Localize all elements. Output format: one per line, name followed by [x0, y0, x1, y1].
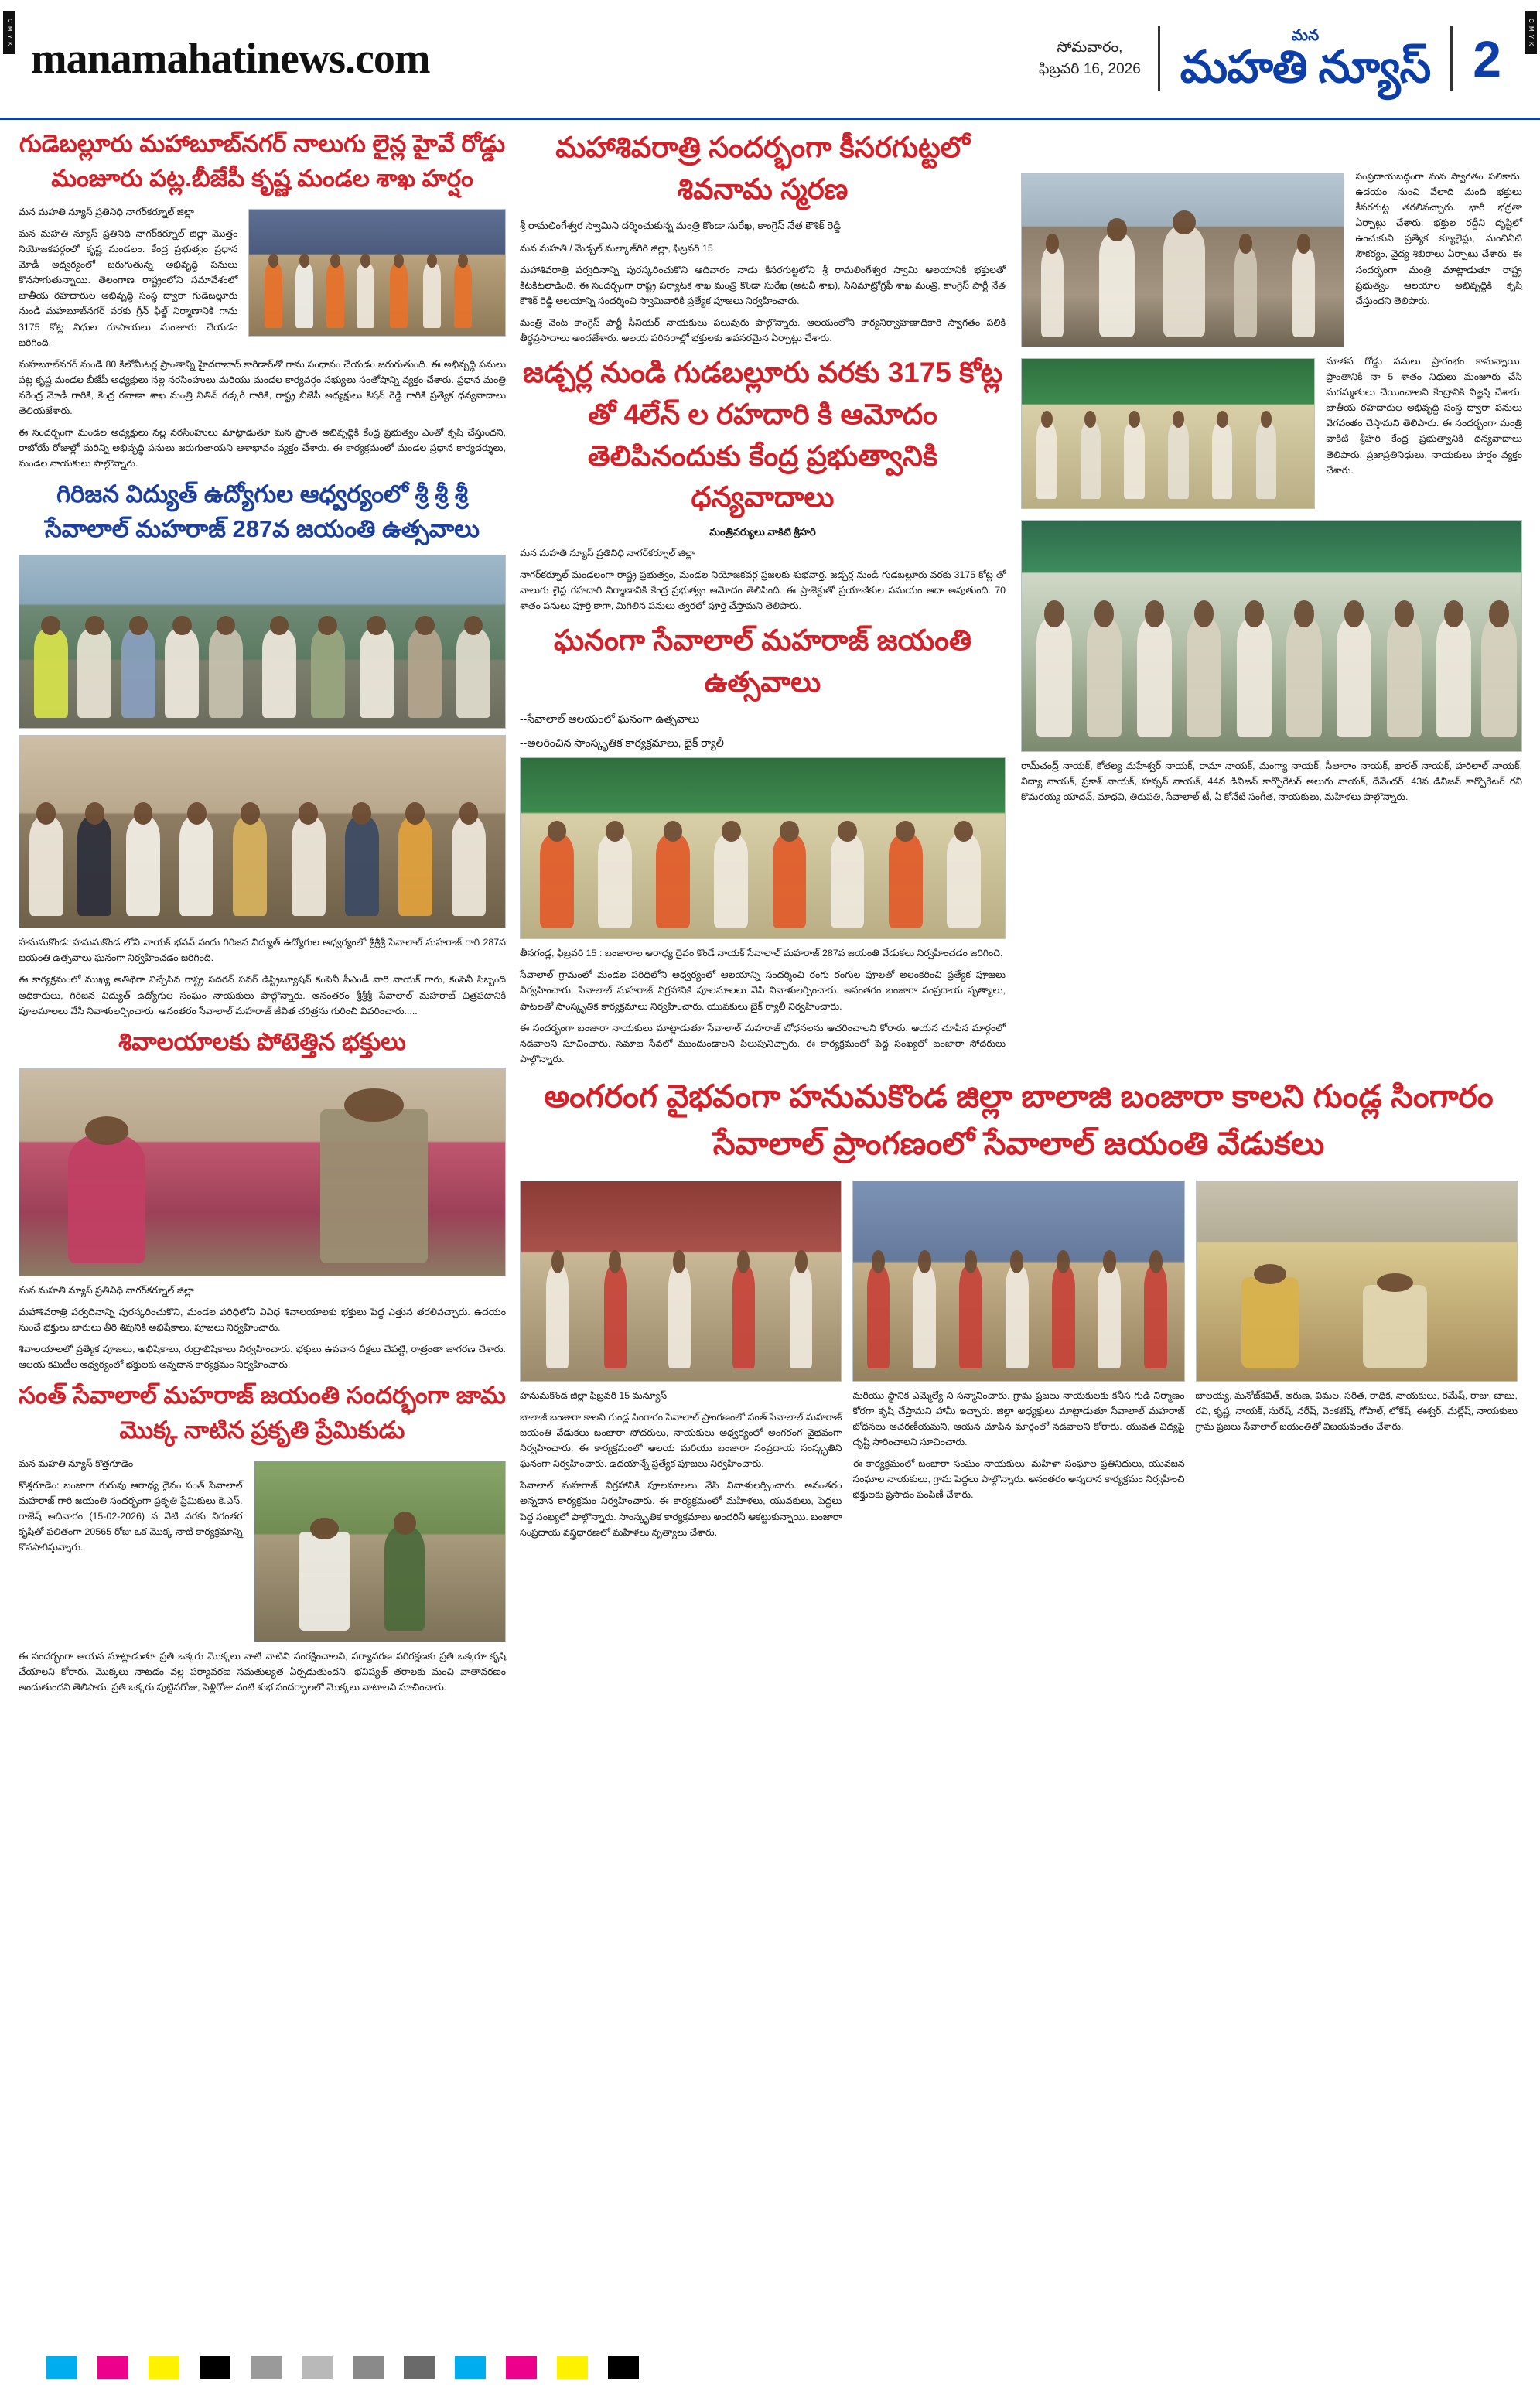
headline: జడ్చర్ల నుండి గుడబల్లూరు వరకు 3175 కోట్ల తో 4లేన్ ల రహదారి కి ఆమోదం తెలిపినందుకు కేంద్ర ప్రభుత్వానికి ధన్యవాదాలు	[522, 357, 1003, 514]
color-swatch-gray-2	[302, 2356, 333, 2379]
article-photo-minister-temple-visit	[1021, 173, 1344, 347]
headline: అంగరంగ వైభవంగా హనుమకొండ జిల్లా బాలాజి బంజారా కాలని గుండ్ల సింగారం సేవాలాల్ ప్రాంగణంలో సేవాలాల్ జయంతి వేడుకలు	[544, 1078, 1494, 1162]
color-swatch-magenta	[97, 2356, 128, 2379]
photo-subjects	[1022, 174, 1344, 347]
photo-subjects	[1022, 359, 1314, 508]
article-paragraph: ఈ కార్యక్రమంలో బంజారా సంఘం నాయకులు, మహిళా సంఘాల ప్రతినిధులు, యువజన సంఘాల నాయకులు, గ్రామ పెద్దలు పాల్గొన్నారు. అనంతరం అన్నదాన కార్యక్రమం నిర్వహించి భక్తులకు ప్రసాదం పంపిణీ చేశారు.	[852, 1458, 1185, 1501]
color-swatch-cyan-2	[455, 2356, 486, 2379]
article-paragraph: ఈ సందర్భంగా బంజారా నాయకులు మాట్లాడుతూ సేవాలాల్ మహరాజ్ బోధనలను ఆచరించాలని కోరారు. ఆయన చూపిన మార్గంలో నడవాలని సూచించారు. సమాజ సేవలో ముందుండాలని పిలుపునిచ్చారు. ఈ కార్యక్రమంలో పెద్ద సంఖ్యలో బంజారా సోదరులు పాల్గొన్నారు.	[520, 1022, 1006, 1064]
article-devotees-shiva-temples	[19, 1025, 506, 1372]
cmyk-registration-mark-right: C M Y K	[1525, 11, 1537, 54]
article-subdeck-2: --అలరించిన సాంస్కృతిక కార్యక్రమాలు, బైక్ ర్యాలీ	[520, 736, 724, 749]
photo-subjects	[853, 1181, 1183, 1381]
article-paragraph: ఈ సందర్భంగా ఆయన మాట్లాడుతూ ప్రతి ఒక్కరు మొక్కలు నాటి వాటిని సంరక్షించాలని, పర్యావరణ పరిరక్షణకు ప్రతి ఒక్కరూ కృషి చేయాలని కోరారు. మొక్కలు నాటడం వల్ల పర్యావరణ సమతుల్యత ఏర్పడుతుందని, భవిష్యత్ తరాలకు మంచి వాతావరణం అందుతుందని తెలిపారు. ప్రతి ఒక్కరు పుట్టినరోజు, పెళ్లిరోజు వంటి శుభ సందర్భాలలో మొక్కలు నాటాలని సూచించారు.	[19, 1651, 506, 1693]
photo-subjects	[521, 758, 1005, 938]
article-paragraph: బాలాజీ బంజారా కాలని గుండ్ల సింగారం సేవాలాల్ ప్రాంగణంలో సంత్ సేవాలాల్ మహరాజ్ జయంతి వేడుకలు బంజారా సోదరులు, నాయకులు అధ్వర్యంలో అంగరంగ వైభవంగా నిర్వహించారు. ఈ కార్యక్రమంలో ఆలయ మరియు బంజారా సంప్రదాయ సంస్కృతిని ఘనంగా నిర్వహించారు. ఉదయాన్నే ప్రత్యేక పూజలు నిర్వహించారు.	[520, 1411, 842, 1470]
publication-date	[1039, 37, 1158, 81]
headline: ఘనంగా సేవాలాల్ మహరాజ్ జయంతి ఉత్సవాలు	[554, 624, 971, 698]
article-sevalal-jayanthi-celebrations	[520, 620, 1006, 1067]
date-line-2: ఫిబ్రవరి 16, 2026	[1039, 61, 1141, 77]
article-dateline: మన మహతి న్యూస్ ప్రతినిధి నాగర్‌కర్నూల్ జిల్లా	[19, 1284, 194, 1296]
color-swatch-black	[200, 2356, 230, 2379]
headline: గిరిజన విద్యుత్ ఉద్యోగుల ఆధ్వర్యంలో శ్రీ శ్రీ శ్రీ సేవాలాల్ మహరాజ్ 287వ జయంతి ఉత్సవాలు	[45, 480, 480, 543]
article-balaji-banjara-colony-jayanthi	[520, 1073, 1518, 1546]
article-dateline: మన మహతి / మేడ్చల్ మల్కాజ్‌గిరి జిల్లా, ఫిబ్రవరి 15	[520, 242, 713, 254]
article-paragraph: మహాశివరాత్రి పర్వదినాన్ని పురస్కరించుకొని, మండల పరిధిలోని వివిధ శివాలయాలకు భక్తులు పెద్ద ఎత్తున తరలివచ్చారు. ఉదయం నుంచే భక్తులు బారులు తీరి శివునికి అభిషేకాలు, పూజలు నిర్వహించారు.	[19, 1306, 506, 1333]
photo-subjects	[1197, 1181, 1517, 1381]
article-paragraph: బాలయ్య, మనోజ్‌కవిత్, అరుణ, విమల, సరిత, రాధిక, నాయకులు, రమేష్, రాజు, బాబు, రవి, కృష్ణ, నాయక్, సురేష్, నరేష్, వెంకటేష్, గోపాల్, లోకేష్, ఈశ్వర్, మల్లేష్, నాయకులు గ్రామ ప్రజలు సేవాలాల్ జయంతితో విజయవంతం చేశారు.	[1195, 1389, 1518, 1433]
article-photo-group-photo	[852, 1181, 1184, 1382]
article-photo-bjp-leaders	[248, 209, 506, 337]
headline: గుడెబల్లూరు మహాబూబ్‌నగర్ నాలుగు లైన్ల హైవే రోడ్డు మంజూరు పట్ల.బీజేపీ కృష్ణ మండల శాఖ హర్షం	[19, 130, 506, 192]
article-guava-sapling-planting	[19, 1379, 506, 1695]
logo-title: మహతి న్యూస్	[1180, 42, 1431, 92]
article-photo-sapling-planting	[254, 1461, 506, 1642]
color-swatch-yellow-2	[557, 2356, 588, 2379]
article-subdeck: శ్రీ రామలింగేశ్వర స్వామిని దర్శించుకున్న మంత్రి కొండా సురేఖ, కాంగ్రెస్ నేత కౌశిక్ రెడ్డి	[520, 220, 842, 232]
article-paragraph: సంప్రదాయబద్ధంగా మన స్వాగతం పలికారు. ఉదయం నుంచి వేలాది మంది భక్తులు కీసరగుట్ట తరలివచ్చారు. భారీ భద్రతా ఏర్పాట్లు చేశారు. భక్తుల రద్దీని దృష్టిలో ఉంచుకుని ప్రత్యేక క్యూలైన్లు, మంచినీటి సౌకర్యం, వైద్య శిబిరాలు ఏర్పాటు చేశారు. ఈ సందర్భంగా మంత్రి మాట్లాడుతూ రాష్ట్ర ప్రభుత్వం ఆలయాల అభివృద్ధికి కృషి చేస్తుందని తెలిపారు.	[1355, 171, 1522, 306]
sevalal-media-block	[1021, 520, 1522, 805]
article-jadcherla-4lane-road	[520, 352, 1006, 613]
article-paragraph: ఈ సందర్భంగా మండల అధ్యక్షులు నల్ల నరసింహులు మాట్లాడుతూ మన ప్రాంత అభివృద్ధికి కేంద్ర ప్రభుత్వం ఎంతో కృషి చేస్తుందని, రాబోయే రోజుల్లో మరిన్ని అభివృద్ధి పనులు జరుగుతాయని ఆశాభావం వ్యక్తం చేశారు. ఈ కార్యక్రమంలో మండల ప్రధాన కార్యదర్శులు, మండల నాయకులు పాల్గొన్నారు.	[19, 427, 506, 470]
masthead	[0, 0, 1540, 120]
article-photo-procession-tent	[1021, 520, 1522, 752]
article-highway-approval	[19, 127, 506, 471]
photo-subjects	[254, 1461, 505, 1642]
article-photo-banjara-group	[520, 757, 1006, 939]
article-paragraph: హనుమకొండ: హనుమకొండ లోని నాయక్ భవన్ నందు గిరిజన విద్యుత్ ఉద్యోగుల ఆధ్వర్యంలో శ్రీశ్రీశ్రీ సేవాలాల్ మహరాజ్ గారి 287వ జయంతి ఉత్సవాలు ఘనంగా నిర్వహించడం జరిగింది.	[19, 937, 506, 964]
logo-prefix: మన	[1291, 27, 1320, 44]
photo-subjects	[249, 210, 505, 336]
article-paragraph: సేవాలాల్ గ్రామంలో మండల పరిధిలోని అధ్వర్యంలో ఆలయాన్ని సందర్శించి రంగు రంగుల పూలతో అలంకరించి ప్రత్యేక పూజలు నిర్వహించారు. సేవాలాల్ మహరాజ్ విగ్రహానికి పూలమాలలు వేసి నివాళులర్పించారు. అనంతరం బంజారా సంప్రదాయ నృత్యాలు, పాటలతో సాంస్కృతిక కార్యక్రమాలు నిర్వహించారు. యువకులు బైక్ ర్యాలీ నిర్వహించారు.	[520, 969, 1006, 1012]
article-photo-annadanam-offerings	[1196, 1181, 1518, 1382]
color-swatch-black-2	[608, 2356, 639, 2379]
article-dateline: మన మహతి న్యూస్ ప్రతినిధి నాగర్‌కర్నూల్ జిల్లా	[19, 206, 194, 217]
photo-subjects	[19, 555, 505, 728]
color-swatch-yellow	[149, 2356, 179, 2379]
color-swatch-gray-1	[251, 2356, 282, 2379]
article-paragraph: రామ్‌చంద్ర్ నాయక్, కోతల్య మహేశ్వర్ నాయక్, రామా నాయక్, మంగ్యా నాయక్, సీతారాం నాయక్, భారత్ నాయక్, హరిలాల్ నాయక్, విద్యా నాయక్, ప్రకాశ్ నాయక్, హన్సన్ నాయక్, 44వ డివిజన్ కార్పొరేటర్ అలుగు నాయక్, దేవేందర్, 43వ డివిజన్ కార్పొరేటర్ రవి కొమరయ్య యాదవ్, మాధవి, తిరుపతి, సేవాలాల్ టీ, ఏ కోనేటి సంగీత, నాయకులు, మహిళలు పాల్గొన్నారు.	[1021, 760, 1522, 803]
column-right	[1021, 122, 1522, 811]
cmyk-registration-mark-left: C M Y K	[3, 11, 15, 54]
article-paragraph: నాగర్‌కర్నూల్ మండలంగా రాష్ట్ర ప్రభుత్వం, మండల నియోజకవర్గ ప్రజలకు శుభవార్త. జడ్చర్ల నుండి గుడబల్లూరు వరకు 3175 కోట్ల తో నాలుగు లైన్ల రహదారి నిర్మాణానికి కేంద్ర ప్రభుత్వం ఆమోదం తెలిపింది. ఈ ప్రాజెక్టుతో ప్రయాణికుల సమయం ఆదా అవుతుంది. 70 శాతం పనులు పూర్తి కాగా, మిగిలిన పనులు త్వరలో పూర్తి చేస్తామని తెలిపారు.	[520, 569, 1006, 612]
keesaragutta-media-block	[1021, 169, 1522, 354]
color-swatch-gray-4	[404, 2356, 435, 2379]
article-photo-stage-felicitation	[520, 1181, 842, 1382]
article-paragraph: సేవాలాల్ మహరాజ్ విగ్రహానికి పూలమాలలు వేసి నివాళులర్పించారు. అనంతరం అన్నదాన కార్యక్రమం నిర్వహించారు. ఈ కార్యక్రమంలో మహిళలు, యువకులు, పెద్దలు పెద్ద సంఖ్యలో పాల్గొన్నారు. సాంస్కృతిక కార్యక్రమాలు అందరినీ ఆకట్టుకున్నాయి. బంజారా సంప్రదాయ వస్త్రధారణలో మహిళలు నృత్యాలు చేశారు.	[520, 1480, 842, 1538]
article-paragraph: మన మహతి న్యూస్ ప్రతినిధి నాగర్‌కర్నూల్ జిల్లా మొత్తం నియోజకవర్గంలో కృష్ణ మండలం. కేంద్ర ప్రభుత్వం ప్రధాన మోడీ అధ్వర్యంలో జరుగుతున్న అభివృద్ధి పనులు కొనసాగుతున్నాయి. తెలంగాణ రాష్ట్రంలోని సమావేశంలో జాతీయ రహదారుల అభివృద్ధి సంస్థ ద్వారా గుడెబల్లూరు నుండి మహబూబ్‌నగర్ వరకు గ్రీన్ ఫీల్డ్ నిర్మాణానికి గాను 3175 కోట్ల నిధుల రూపాయలు మంజూరు చేయడం జరిగింది.	[19, 227, 238, 348]
article-photo-congress-office-meeting	[1021, 358, 1315, 509]
article-subdeck-1: --సేవాలాల్ ఆలయంలో ఘనంగా ఉత్సవాలు	[520, 712, 700, 726]
article-paragraph: మరియు స్థానిక ఎమ్మెల్యే ని సన్మానించారు. గ్రామ ప్రజలు నాయకులకు కనీస గుడి నిర్మాణం కోరగా కృషి చేస్తామని హామీ ఇచ్చారు. జిల్లా అధ్యక్షులు మాట్లాడుతూ సేవాలాల్ మహరాజ్ బోధనలు ఆచరణీయమని, ఆయన చూపిన మార్గంలో నడవాలని కోరారు. యువత విద్యపై దృష్టి సారించాలని సూచించారు.	[852, 1389, 1185, 1448]
article-dateline: మన మహతి న్యూస్ కొత్తగూడెం	[19, 1458, 134, 1469]
page-number: 2	[1473, 30, 1501, 87]
article-paragraph: నూతన రోడ్డు పనులు ప్రారంభం కానున్నాయి. ప్రాంతానికి నా 5 శాతం నిధులు మంజూరు చేసి మరమ్మతులు చేయించాలని కేంద్రానికి విజ్ఞప్తి చేశారు. జాతీయ రహదారుల అభివృద్ధి సంస్థ ద్వారా పనులు వేగవంతం చేస్తామని తెలిపారు. ఈ సందర్భంగా మంత్రి వాకిటి శ్రీహరి కేంద్ర ప్రభుత్వానికి ధన్యవాదాలు తెలిపారు. ప్రజాప్రతినిధులు, నాయకులు హర్షం వ్యక్తం చేశారు.	[1326, 356, 1522, 476]
color-swatch-cyan	[46, 2356, 77, 2379]
color-calibration-bar	[0, 2349, 1540, 2385]
article-paragraph: కొత్తగూడెం: బంజారా గురువు ఆరాధ్య దైవం సంత్ సేవాలాల్ మహరాజ్ గారి జయంతి సందర్భంగా ప్రకృతి ప్రేమికులు కె.ఎస్. రాజేష్ ఆదివారం (15-02-2026) న నేటి వరకు నిరంతర కృషితో ఫలితంగా 20565 రోజు ఒక మొక్క నాటి కార్యక్రమాన్ని కొనసాగిస్తున్నారు.	[19, 1480, 243, 1553]
article-paragraph: మహాశివరాత్రి పర్వదినాన్ని పురస్కరించుకొని ఆదివారం నాడు కీసరగుట్టలోని శ్రీ రామలింగేశ్వర స్వామి ఆలయానికి భక్తులతో కిటకిటలాడింది. ఈ సందర్భంగా రాష్ట్ర పర్యాటక శాఖ మంత్రి కొండా సురేఖ (అటవీ శాఖ), సినిమాట్రోగ్రఫీ శాఖ మంత్రి, కాంగ్రెస్ పార్టీ నేత కౌశిక్ రెడ్డి ఆలయాన్ని సందర్శించి స్వామివారికి ప్రత్యేక పూజలు నిర్వహించారు.	[520, 264, 1006, 306]
article-paragraph: ఈ కార్యక్రమంలో ముఖ్య అతిథిగా విచ్చేసిన రాష్ట్ర సదరన్ పవర్ డిస్ట్రిబ్యూషన్ కంపెనీ సీఎండీ వారి నాయక్ గారు, కంపెనీ సిబ్బంది అధికారులు, గిరిజన విద్యుత్ ఉద్యోగుల సంఘం నాయకులు పాల్గొన్నారు. అనంతరం శ్రీశ్రీశ్రీ సేవాలాల్ మహరాజ్ చిత్రపటానికి పూలమాలలు వేసి నివాళులర్పించారు. అనంతరం సేవాలాల్ మహరాజ్ జీవిత చరిత్రను గురించి వివరించారు.....	[19, 974, 506, 1017]
date-line-1: సోమవారం,	[1057, 39, 1123, 56]
headline: సంత్ సేవాలాల్ మహరాజ్ జయంతి సందర్భంగా జామ మొక్క నాటిన ప్రకృతి ప్రేమికుడు	[19, 1382, 506, 1444]
photo-subjects	[521, 1181, 841, 1381]
article-photo-sevalal-portrait-ceremony	[19, 735, 506, 928]
article-dateline: తీనగండ్ల, ఫిబ్రవరి 15 : బంజారాల ఆరాధ్య దైవం కొండే నాయక్ సేవాలాల్ మహరాజ్ 287వ జయంతి వేడుకలు నిర్వహించడం జరిగింది.	[520, 948, 1003, 959]
headline: మహాశివరాత్రి సందర్భంగా కీసరగుట్టలో శివనామ స్మరణ	[555, 132, 970, 205]
article-paragraph: మహబూబ్‌నగర్ నుండి 80 కిలోమీటర్ల ప్రాంతాన్ని హైదరాబాద్ కారిడార్‌తో గాను సంధానం చేయడం జరుగుతుంది. ఈ అభివృద్ధి పనులు పట్ల కృష్ణ మండల బీజేపీ అధ్యక్షులు నల్ల నరసింహులు మరియు మండల కార్యవర్గం సభ్యులు సంతోషాన్ని వ్యక్తం చేశారు. ప్రధాన మంత్రి నరేంద్ర మోడీ గారికి, కేంద్ర రవాణా శాఖ మంత్రి నితిన్ గడ్కరీ గారికి, రాష్ట్ర బీజేపీ అధ్యక్షులు కిషన్ రెడ్డి గారికి ప్రత్యేక ధన్యవాదాలు తెలియజేశారు.	[19, 358, 506, 416]
photo-subjects	[19, 1068, 505, 1276]
color-swatch-magenta-2	[506, 2356, 537, 2379]
article-sevalal-electricity-employees	[19, 477, 506, 1018]
article-photo-temple-abhishekam	[19, 1068, 506, 1276]
article-byline: మంత్రివర్యులు వాకిటి శ్రీహరి	[709, 525, 816, 538]
article-keesaragutta-shivaratri	[520, 127, 1006, 346]
photo-subjects	[19, 736, 505, 928]
color-swatch-gray-3	[353, 2356, 384, 2379]
article-dateline: మన మహతి న్యూస్ ప్రతినిధి నాగర్‌కర్నూల్ జిల్లా	[520, 547, 695, 559]
column-left	[19, 122, 506, 1701]
article-paragraph: మంత్రి వెంట కాంగ్రెస్ పార్టీ సీనియర్ నాయకులు పలువురు పాల్గొన్నారు. ఆలయంలోని కార్యనిర్వాహణాధికారి స్వాగతం పలికి తీర్థప్రసాదాలు అందజేశారు. ఆలయ పరిసరాల్లో భక్తులకు అవసరమైన ఏర్పాట్లు చేశారు.	[520, 317, 1006, 344]
photo-subjects	[1022, 521, 1521, 751]
article-dateline: హనుమకొండ జిల్లా ఫిబ్రవరి 15 మన్యూస్	[520, 1389, 668, 1401]
article-paragraph: శివాలయాలలో ప్రత్యేక పూజలు, అభిషేకాలు, రుద్రాభిషేకాలు నిర్వహించారు. భక్తులు ఉపవాస దీక్షలు చేపట్టి, రాత్రంతా జాగరణ చేశారు. ఆలయ కమిటీల ఆధ్వర్యంలో భక్తులకు అన్నదాన కార్యక్రమం నిర్వహించారు.	[19, 1343, 506, 1371]
jadcherla-media-block	[1021, 354, 1522, 515]
headline: శివాలయాలకు పోటెత్తిన భక్తులు	[118, 1027, 406, 1055]
article-photo-crowd-gathering	[19, 555, 506, 729]
site-name: manamahatinews.com	[31, 35, 430, 83]
newspaper-logo	[1160, 28, 1451, 90]
